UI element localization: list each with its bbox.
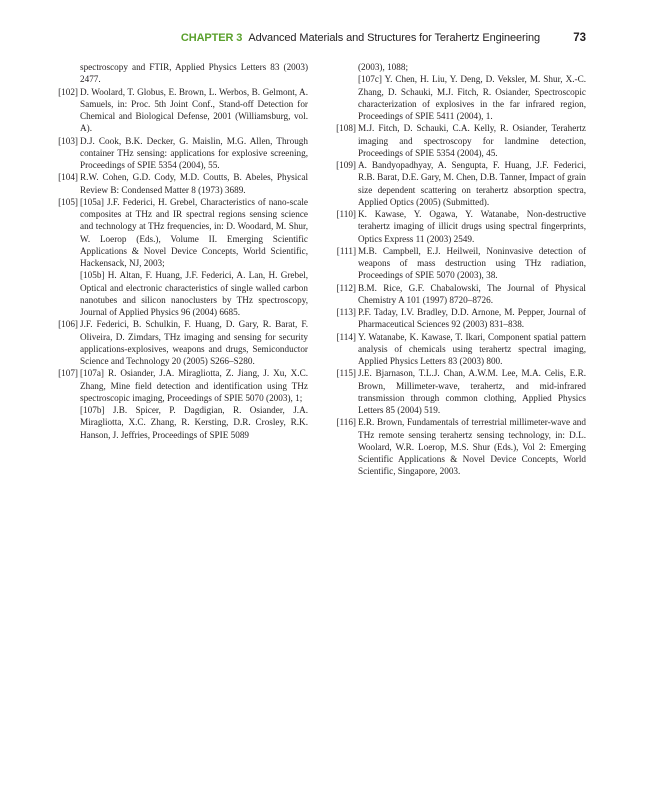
- reference-entry: [58, 171, 308, 196]
- reference-entry: [80, 404, 308, 441]
- reference-label: [112]: [336, 282, 356, 293]
- reference-label: [110]: [336, 209, 356, 219]
- reference-text: [107b] J.B. Spicer, P. Dagdigian, R. Osiander, J.A. Miragliotta, X.C. Zhang, R. Kersting, D.R. Crosley, R.K. Hanson, J. Jeffries, Proceedings of SPIE 5089: [80, 405, 308, 440]
- chapter-title: Advanced Materials and Structures for Terahertz Engineering: [248, 32, 540, 44]
- reference-text: J.E. Bjarnason, T.L.J. Chan, A.W.M. Lee, M.A. Celis, E.R. Brown, Millimeter-wave, terahertz, and mid-infrared transmission through common clothing, Applied Physics Letters 85 (2004) 519.: [358, 368, 586, 415]
- reference-text: K. Kawase, Y. Ogawa, Y. Watanabe, Non-destructive terahertz imaging of illicit drugs using spectral fingerprints, Optics Express 11 (2003) 2549.: [358, 209, 586, 244]
- reference-label: [114]: [336, 331, 356, 342]
- reference-text: D. Woolard, T. Globus, E. Brown, L. Werbos, B. Gelmont, A. Samuels, in: Proc. 5th Joint Conf., Stand-off Detection for Chemical and Biological Defense, 2001 (Williamsburg, vol. A).: [80, 86, 308, 134]
- reference-entry: [336, 331, 586, 368]
- reference-text: Y. Watanabe, K. Kawase, T. Ikari, Component spatial pattern analysis of chemicals using terahertz spectral imaging, Applied Physics Letters 83 (2003) 800.: [358, 331, 586, 366]
- reference-entry: [336, 208, 586, 245]
- reference-entry: [58, 135, 308, 172]
- reference-text: M.J. Fitch, D. Schauki, C.A. Kelly, R. Osiander, Terahertz imaging and spectroscopy for landmine detection, Proceedings of SPIE 5354 (2004), 45.: [358, 123, 586, 158]
- reference-entry: [336, 367, 586, 416]
- reference-label: [107]: [58, 368, 78, 379]
- reference-text: D.J. Cook, B.K. Decker, G. Maislin, M.G. Allen, Through container THz sensing: applications for explosive screening, Proceedings of SPIE 5354 (2004), 55.: [80, 135, 308, 170]
- running-header: [80, 32, 588, 48]
- reference-text: A. Bandyopadhyay, A. Sengupta, F. Huang, J.F. Federici, R.B. Barat, D.E. Gary, M. Chen, D.B. Tanner, Impact of grain size dependent scattering on terahertz absorption spectra, Applied Optics (2005) (Submitted).: [358, 160, 586, 207]
- reference-text: E.R. Brown, Fundamentals of terrestrial millimeter-wave and THz remote sensing terahertz sensing technology, in: D.L. Woolard, W.R. Loerop, M.S. Shur (Eds.), Vol 2: Emerging Scientific Applications & Novel Device Concepts, World Scientific, Singapore, 2003.: [358, 417, 586, 477]
- reference-entry: [336, 122, 586, 159]
- reference-label: [115]: [336, 368, 356, 379]
- reference-label: [108]: [336, 123, 356, 134]
- reference-entry: [58, 196, 308, 270]
- reference-entry: [58, 86, 308, 135]
- chapter-heading: [181, 32, 540, 44]
- reference-label: [105]: [58, 196, 78, 207]
- reference-label: [102]: [58, 86, 78, 97]
- reference-entry: [336, 306, 586, 331]
- reference-text: B.M. Rice, G.F. Chabalowski, The Journal of Physical Chemistry A 101 (1997) 8720–8726.: [358, 282, 586, 305]
- reference-column-right: [336, 61, 586, 478]
- reference-entry: [336, 159, 586, 208]
- reference-text: M.B. Campbell, E.J. Heilweil, Noninvasive detection of weapons of mass destruction using THz radiation, Proceedings of SPIE 5070 (2003), 38.: [358, 245, 586, 281]
- reference-entry: [336, 416, 586, 477]
- reference-entry: [58, 318, 308, 367]
- reference-label: [104]: [58, 172, 78, 183]
- reference-entry: [80, 269, 308, 318]
- reference-entry: [358, 61, 586, 73]
- reference-text: [107c] Y. Chen, H. Liu, Y. Deng, D. Veksler, M. Shur, X.-C. Zhang, D. Schauki, M.J. Fitch, R. Osiander, Spectroscopic characterization of explosives in the far infrared region, Proceedings of SPIE 5411 (2004), 1.: [358, 74, 586, 121]
- page-number: 73: [573, 32, 586, 44]
- reference-text: [105a] J.F. Federici, H. Grebel, Characteristics of nano-scale composites at THz and IR spectral regions sensing science and technology at THz frequencies, in: D. Woodard, M. Shur, W. Loerop (Eds.), Volume II. Emerging Scientific Applications & Novel Device Concepts, World Scientific, Hackensack, NJ, 2003;: [80, 196, 308, 268]
- reference-column-left: [58, 61, 308, 441]
- reference-text: [105b] H. Altan, F. Huang, J.F. Federici, A. Lan, H. Grebel, Optical and electronic characteristics of single walled carbon nanotubes and silicon nanoclusters by THz spectroscopy, Journal of Applied Physics 96 (2004) 6685.: [80, 270, 308, 317]
- reference-label: [106]: [58, 319, 78, 330]
- reference-label: [103]: [58, 135, 78, 146]
- reference-text: [107a] R. Osiander, J.A. Miragliotta, Z. Jiang, J. Xu, X.C. Zhang, Mine field detection and identification using THz spectroscopic imaging, Proceedings of SPIE 5070 (2003), 1;: [80, 368, 308, 403]
- reference-text: spectroscopy and FTIR, Applied Physics Letters 83 (2003) 2477.: [80, 62, 308, 85]
- chapter-label: CHAPTER 3: [180, 32, 243, 44]
- reference-text: P.F. Taday, I.V. Bradley, D.D. Arnone, M. Pepper, Journal of Pharmaceutical Sciences 92 (2003) 831–838.: [358, 307, 586, 330]
- reference-entry: [336, 282, 586, 307]
- reference-label: [111]: [336, 245, 356, 256]
- reference-entry: [336, 245, 586, 282]
- reference-label: [113]: [336, 307, 356, 317]
- reference-label: [109]: [336, 160, 356, 170]
- reference-entry: [358, 73, 586, 122]
- reference-label: [116]: [336, 417, 356, 428]
- reference-text: R.W. Cohen, G.D. Cody, M.D. Coutts, B. Abeles, Physical Review B: Condensed Matter 8 (1973) 3689.: [80, 172, 308, 195]
- reference-text: J.F. Federici, B. Schulkin, F. Huang, D. Gary, R. Barat, F. Oliveira, D. Zimdars, THz imaging and sensing for security applications-explosives, weapons and drugs, Semiconductor Science and Technology 20 (2005) S266–S280.: [80, 319, 308, 366]
- reference-entry: [80, 61, 308, 86]
- reference-entry: [58, 367, 308, 404]
- reference-text: (2003), 1088;: [358, 62, 409, 72]
